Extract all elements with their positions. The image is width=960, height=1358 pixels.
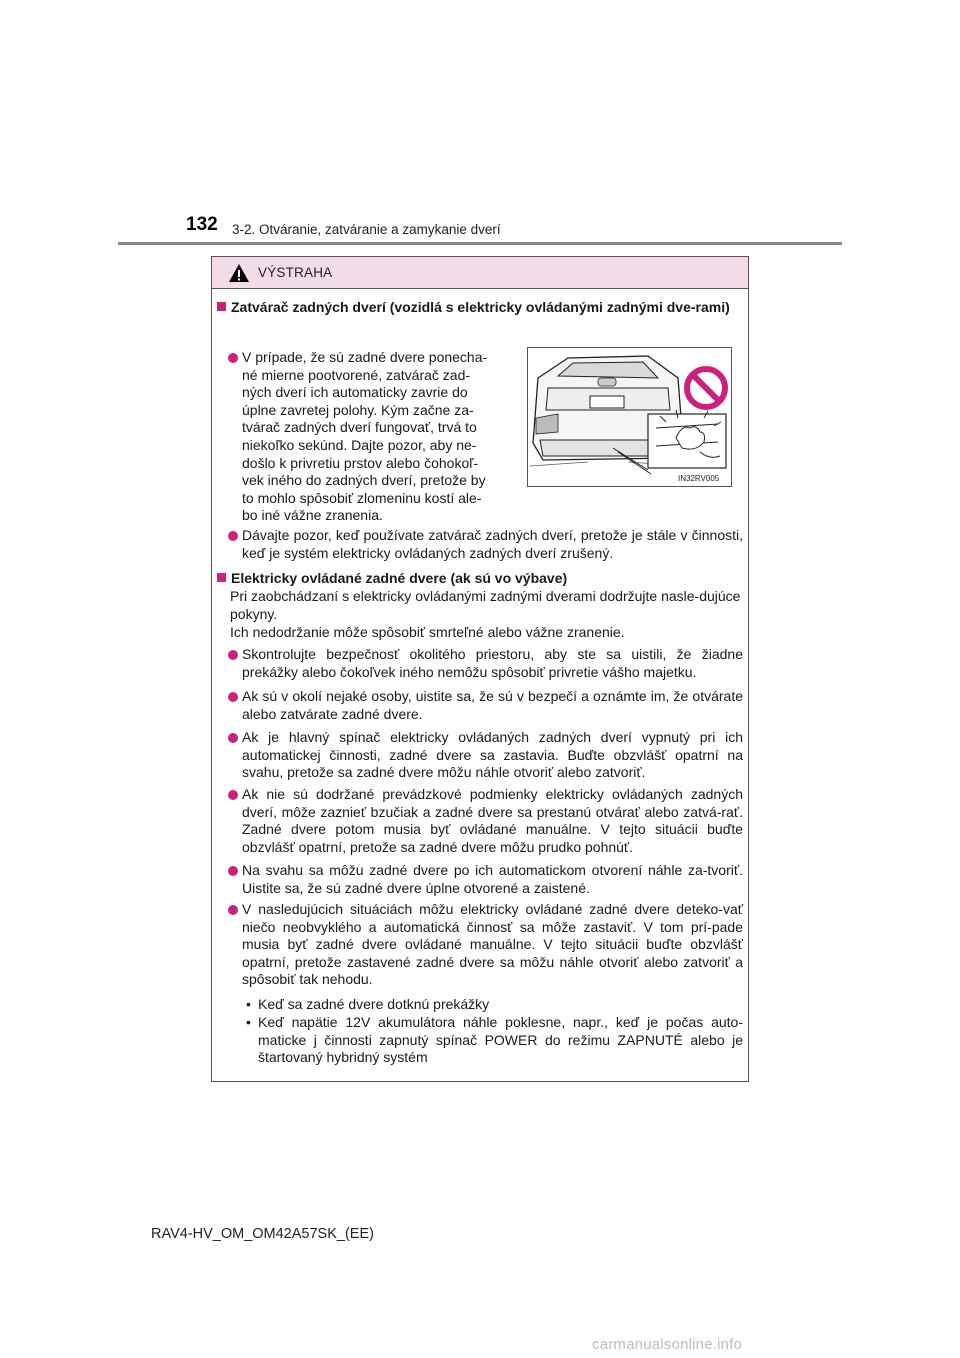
bullet-item bbox=[228, 527, 743, 562]
footer-code: RAV4-HV_OM_OM42A57SK_(EE) bbox=[151, 1226, 374, 1242]
bullet-line: ných dverí ich automaticky zavrie do bbox=[242, 384, 468, 401]
heading-text: Zatvárač zadných dverí (vozidlá s elektricky ovládanými zadnými dve-rami) bbox=[231, 299, 730, 315]
square-marker bbox=[217, 302, 226, 311]
tailgate-illustration bbox=[527, 347, 732, 487]
dot-marker bbox=[228, 353, 238, 363]
bullet-line: to mohlo spôsobiť zlomeninu kostí ale- bbox=[242, 489, 482, 506]
dot-marker bbox=[228, 905, 238, 915]
page-number: 132 bbox=[186, 214, 218, 235]
section-heading-tailgate-closer bbox=[217, 299, 742, 317]
dot-marker bbox=[228, 692, 238, 702]
bullet-line: V prípade, že sú zadné dvere ponecha- bbox=[242, 349, 488, 365]
sub-bullet-text: Keď napätie 12V akumulátora náhle poklesne, napr., keď je počas auto-maticke j činnosti zapnutý spínač POWER do režimu ZAPNUTÉ alebo je štartovaný hybridný systém bbox=[258, 1014, 743, 1066]
bullet-text: Na svahu sa môžu zadné dvere po ich automatickom otvorení náhle za-tvoriť. Uistite sa, že sú zadné dvere úplne otvorené a zaistené. bbox=[242, 862, 743, 896]
bullet-line: vek iného do zadných dverí, pretože by bbox=[242, 472, 486, 489]
dot-marker bbox=[228, 650, 238, 660]
bullet-item bbox=[228, 786, 743, 856]
sub-bullet-marker: • bbox=[246, 996, 251, 1012]
heading-text: Elektricky ovládané zadné dvere (ak sú vo výbave) bbox=[231, 570, 568, 586]
sub-bullet-item bbox=[245, 996, 743, 1014]
bullet-item bbox=[228, 729, 743, 782]
bullet-line: bo iné vážne zranenia. bbox=[242, 507, 383, 524]
dot-marker bbox=[228, 733, 238, 743]
bullet-line: niekoľko sekúnd. Dajte pozor, aby ne- bbox=[242, 436, 477, 453]
bullet-text: Ak je hlavný spínač elektricky ovládaných zadných dverí vypnutý pri ich automatickej činnosti, zadné dvere sa zastavia. Buďte obzvlášť opatrní na svahu, pretože sa zadné dvere môžu náhle otvoriť alebo zatvoriť. bbox=[242, 729, 743, 781]
sub-bullet-text: Keď sa zadné dvere dotknú prekážky bbox=[258, 996, 490, 1012]
dot-marker bbox=[228, 866, 238, 876]
bullet-line: došlo k privretiu prstov alebo čohokoľ- bbox=[242, 454, 478, 471]
bullet-text: Dávajte pozor, keď používate zatvárač zadných dverí, pretože je stále v činnosti, keď je systém elektricky ovládaných zadných dverí zrušený. bbox=[242, 527, 743, 561]
bullet-line: tvárač zadných dverí fungovať, trvá to bbox=[242, 419, 477, 436]
section-title: 3-2. Otváranie, zatváranie a zamykanie dverí bbox=[232, 222, 501, 237]
bullet-text: Skontrolujte bezpečnosť okolitého priestoru, aby ste sa uistili, že žiadne prekážky alebo čokoľvek iného nemôžu spôsobiť privretie vášho majetku. bbox=[242, 646, 743, 680]
watermark: carmanualsonline.info bbox=[592, 1336, 743, 1353]
warning-triangle-icon bbox=[228, 263, 250, 283]
bullet-item bbox=[228, 646, 743, 681]
bullet-text: Ak sú v okolí nejaké osoby, uistite sa, že sú v bezpečí a oznámte im, že otvárate alebo zatvárate zadné dvere. bbox=[242, 688, 743, 722]
bullet-item bbox=[228, 688, 743, 723]
header-rule bbox=[118, 242, 842, 245]
bullet-line: úplne zavretej polohy. Kým začne za- bbox=[242, 401, 474, 418]
intro-text-2: Ich nedodržanie môže spôsobiť smrteľné alebo vážne zranenie. bbox=[230, 624, 625, 640]
bullet-line: né mierne pootvorené, zatvárač zad- bbox=[242, 366, 471, 383]
sub-bullet-marker: • bbox=[246, 1014, 251, 1030]
bullet-item bbox=[228, 862, 743, 897]
bullet-text: Ak nie sú dodržané prevádzkové podmienky elektricky ovládaných zadných dverí, môže zaznieť bzučiak a zadné dvere sa prestanú otvárať alebo zatvá-rať. Zadné dvere potom musia byť ovládané manuálne. V tejto situácii buďte obzvlášť opatrní, pretože sa zadné dvere môžu prudko pohnúť. bbox=[242, 786, 743, 855]
square-marker bbox=[217, 573, 226, 582]
sub-bullet-item bbox=[245, 1014, 743, 1067]
intro-text: Pri zaobchádzaní s elektricky ovládanými zadnými dverami dodržujte nasle-dujúce pokyny. bbox=[230, 588, 741, 622]
section-heading-power-back-door bbox=[217, 570, 742, 588]
bullet-item bbox=[228, 349, 518, 525]
image-code: IN32RV005 bbox=[678, 474, 720, 483]
dot-marker bbox=[228, 790, 238, 800]
warning-title: VÝSTRAHA bbox=[258, 265, 333, 280]
bullet-item bbox=[228, 901, 743, 989]
warning-header bbox=[212, 257, 748, 289]
car-rear-tailgate-image bbox=[528, 348, 731, 486]
bullet-text: V nasledujúcich situáciách môžu elektricky ovládané zadné dvere deteko-vať niečo neobvyklého a automatická činnosť sa môže zastaviť. V tom prí-pade musia byť zadné dvere ovládané manuálne. V tejto situácii buďte obzvlášť opatrní, pretože zastavené zadné dvere sa môžu náhle otvoriť alebo zatvoriť a spôsobiť tak nehodu. bbox=[242, 901, 743, 988]
dot-marker bbox=[228, 531, 238, 541]
